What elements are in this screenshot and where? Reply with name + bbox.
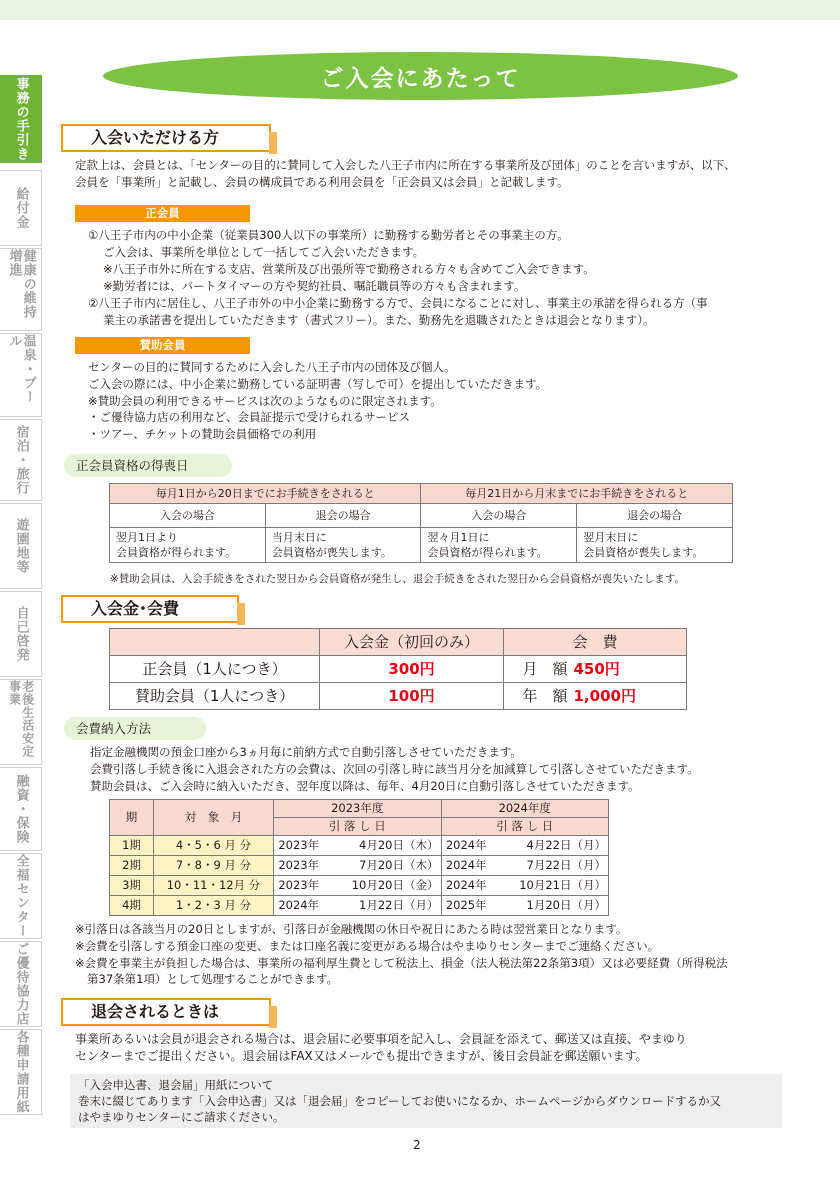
status-cell: 当月末日に 会員資格が喪失します。 bbox=[265, 528, 421, 563]
payment-note-2: ※会費を引落しする預金口座の変更、または口座名義に変更がある場合はやまゆりセンターまでご連絡ください。 bbox=[75, 939, 660, 953]
schedule-year: 2023年 bbox=[274, 856, 324, 876]
schedule-year: 2023年 bbox=[274, 836, 324, 856]
sidebar-label: ご優待協力店 bbox=[13, 942, 29, 1026]
regular-line-2: ご入会は、事業所を単位として一括してご入会いただきます。 bbox=[103, 245, 425, 259]
schedule-period: 2期 bbox=[110, 856, 154, 876]
sidebar-tab-12[interactable] bbox=[0, 1029, 42, 1115]
status-leave-b: 退会の場合 bbox=[577, 504, 733, 528]
schedule-year: 2024年 bbox=[441, 836, 491, 856]
form-note-box bbox=[70, 1074, 782, 1128]
fees-period: 月 額 bbox=[504, 656, 574, 683]
schedule-year: 2025年 bbox=[441, 896, 491, 916]
support-line-3: ※賛助会員の利用できるサービスは次のようなものに限定されます。 bbox=[88, 394, 442, 408]
schedule-months: 10・11・12月 分 bbox=[154, 876, 274, 896]
fees-fee-value: 1,000円 bbox=[574, 683, 687, 710]
sidebar-tab-1[interactable] bbox=[0, 75, 42, 163]
fees-row-label: 正会員（1人につき） bbox=[110, 656, 320, 683]
support-member-tag: 賛助会員 bbox=[75, 337, 250, 354]
fees-fee-value: 450円 bbox=[574, 656, 687, 683]
payment-line-1: 指定金融機関の預金口座から3ヵ月毎に前納方式で自動引落しさせていただきます。 bbox=[90, 745, 522, 759]
withdraw-line-1: 事業所あるいは会員が退会される場合は、退会届に必要事項を記入し、会員証を添えて、郵送又は直接、やまゆり bbox=[75, 1032, 687, 1046]
sidebar-label: 事務の手引き bbox=[13, 77, 29, 161]
schedule-head-2023: 2023年度 bbox=[274, 800, 442, 818]
schedule-head-months: 対 象 月 bbox=[154, 800, 274, 836]
schedule-date: 1月22日（月） bbox=[324, 896, 442, 916]
schedule-head-period: 期 bbox=[110, 800, 154, 836]
section-heading-fees: 入会金･会費 bbox=[61, 595, 239, 623]
sidebar-tab-6[interactable] bbox=[0, 503, 42, 589]
sidebar-label: 温泉・プール bbox=[6, 334, 36, 404]
schedule-head-2024: 2024年度 bbox=[441, 800, 609, 818]
schedule-year: 2023年 bbox=[274, 876, 324, 896]
schedule-year: 2024年 bbox=[441, 876, 491, 896]
sidebar-label: 老後生活安定事業 bbox=[7, 680, 35, 758]
sidebar-label: 各種申請用紙 bbox=[13, 1030, 29, 1114]
status-join-b: 入会の場合 bbox=[421, 504, 577, 528]
payment-note-1: ※引落日は各該当月の20日としますが、引落日が金融機関の休日や祝日にあたる時は翌営業日となります。 bbox=[75, 922, 628, 936]
schedule-period: 4期 bbox=[110, 896, 154, 916]
status-heading: 正会員資格の得喪日 bbox=[64, 454, 232, 477]
status-cell: 翌々月1日に 会員資格が得られます。 bbox=[421, 528, 577, 563]
fees-join-value: 100円 bbox=[320, 683, 504, 710]
fees-period: 年 額 bbox=[504, 683, 574, 710]
fees-join-value: 300円 bbox=[320, 656, 504, 683]
fees-head-fee: 会 費 bbox=[504, 629, 687, 656]
support-line-2: ご入会の際には、中小企業に勤務している証明書（写しで可）を提出していただきます。 bbox=[88, 377, 548, 391]
payment-line-2: 会費引落し手続き後に入退会された方の会費は、次回の引落し時に該当月分を加減算して引落しさせていただきます。 bbox=[90, 762, 699, 776]
page-number: 2 bbox=[413, 1138, 421, 1152]
schedule-date: 4月20日（木） bbox=[324, 836, 442, 856]
regular-line-1: ①八王子市内の中小企業（従業員300人以下の事業所）に勤務する勤労者とその事業主の方。 bbox=[88, 228, 569, 242]
schedule-months: 4・5・6 月 分 bbox=[154, 836, 274, 856]
regular-member-tag: 正会員 bbox=[75, 205, 250, 222]
schedule-year: 2024年 bbox=[274, 896, 324, 916]
schedule-date: 1月20日（月） bbox=[491, 896, 609, 916]
sidebar-tab-5[interactable] bbox=[0, 419, 42, 501]
sidebar-label: 全福センター bbox=[13, 854, 29, 938]
schedule-head-draw: 引 落 し 日 bbox=[274, 818, 442, 836]
form-note-line: 巻末に綴じてあります「入会申込書」又は「退会届」をコピーしてお使いになるか、ホームページからダウンロードするか又 bbox=[78, 1094, 721, 1108]
sidebar-label: 宿泊・旅行 bbox=[13, 425, 29, 495]
status-col-b: 毎月21日から月末までにお手続きをされると bbox=[421, 484, 733, 504]
payment-line-3: 賛助会員は、ご入会時に納入いただき、翌年度以降は、毎年、4月20日に自動引落しさせていただきます。 bbox=[90, 779, 640, 793]
sidebar-label: 健康の維持増進 bbox=[6, 249, 36, 319]
status-join-a: 入会の場合 bbox=[110, 504, 266, 528]
status-cell: 翌月末日に 会員資格が喪失します。 bbox=[577, 528, 733, 563]
form-note-line: はやまゆりセンターにご請求ください。 bbox=[78, 1110, 285, 1124]
support-line-5: ・ツアー、チケットの賛助会員価格での利用 bbox=[88, 427, 317, 441]
payment-note-3: ※会費を事業主が負担した場合は、事業所の福利厚生費として税法上、損金（法人税法第22条第3項）又は必要経費（所得税法 bbox=[75, 956, 728, 970]
schedule-date: 7月20日（木） bbox=[324, 856, 442, 876]
payment-note-4: 第37条第1項）として処理することができます。 bbox=[87, 972, 339, 986]
sidebar-tab-4[interactable] bbox=[0, 333, 42, 417]
schedule-date: 10月20日（金） bbox=[324, 876, 442, 896]
withdraw-line-2: センターまでご提出ください。退会届はFAX又はメールでも提出できますが、後日会員証を郵送願います。 bbox=[75, 1049, 648, 1063]
sidebar-tab-10[interactable] bbox=[0, 853, 42, 939]
regular-line-5: ②八王子市内に居住し、八王子市外の中小企業に勤務する方で、会員になることに対し、事業主の承諾を得られる方（事 bbox=[88, 296, 708, 310]
intro-line-1: 定款上は、会員とは、「センターの目的に賛同して入会した八王子市内に所在する事業所及び団体」のことを言いますが、以下、 bbox=[75, 158, 736, 172]
fees-table bbox=[109, 628, 687, 710]
status-table bbox=[109, 483, 733, 563]
sidebar-label: 融資・保険 bbox=[13, 774, 29, 844]
payment-heading: 会費納入方法 bbox=[64, 717, 206, 740]
top-band bbox=[0, 0, 840, 20]
page-title-banner bbox=[103, 52, 738, 100]
sidebar-label: 自己啓発 bbox=[13, 606, 29, 662]
status-note: ※賛助会員は、入会手続きをされた翌日から会員資格が発生し、退会手続きをされた翌日から会員資格が喪失いたします。 bbox=[110, 573, 685, 585]
schedule-date: 7月22日（月） bbox=[491, 856, 609, 876]
schedule-table bbox=[109, 799, 609, 916]
regular-line-4: ※勤労者には、パートタイマーの方や契約社員、嘱託職員等の方々も含まれます。 bbox=[103, 279, 526, 293]
status-col-a: 毎月1日から20日までにお手続きをされると bbox=[110, 484, 421, 504]
schedule-date: 4月22日（月） bbox=[491, 836, 609, 856]
schedule-period: 1期 bbox=[110, 836, 154, 856]
section-heading-eligibility: 入会いただける方 bbox=[61, 124, 271, 152]
regular-line-6: 業主の承諾書を提出していただきます（書式フリー）。また、勤務先を退職されたときは退会となります）。 bbox=[103, 313, 655, 327]
section-heading-withdraw: 退会されるときは bbox=[61, 998, 271, 1026]
sidebar-label: 給付金 bbox=[13, 187, 29, 229]
sidebar-tab-3[interactable] bbox=[0, 248, 42, 331]
regular-line-3: ※八王子市外に所在する支店、営業所及び出張所等で勤務される方々も含めてご入会できます。 bbox=[103, 262, 595, 276]
schedule-head-draw: 引 落 し 日 bbox=[441, 818, 609, 836]
fees-row-label: 賛助会員（1人につき） bbox=[110, 683, 320, 710]
page-title: ご入会にあたって bbox=[320, 65, 521, 92]
schedule-months: 1・2・3 月 分 bbox=[154, 896, 274, 916]
form-note-line: 「入会申込書、退会届」用紙について bbox=[78, 1078, 274, 1092]
status-cell: 翌月1日より 会員資格が得られます。 bbox=[110, 528, 266, 563]
schedule-period: 3期 bbox=[110, 876, 154, 896]
sidebar-tab-11[interactable] bbox=[0, 941, 42, 1027]
intro-line-2: 会員を「事業所」と記載し、会員の構成員である利用会員を「正会員又は会員」と記載します。 bbox=[75, 175, 569, 189]
sidebar-tab-7[interactable] bbox=[0, 591, 42, 677]
support-line-4: ・ご優待協力店の利用など、会員証提示で受けられるサービス bbox=[88, 410, 410, 424]
fees-head-join: 入会金（初回のみ） bbox=[320, 629, 504, 656]
sidebar-tab-8[interactable] bbox=[0, 679, 42, 765]
sidebar-tab-2[interactable] bbox=[0, 170, 42, 246]
sidebar-label: 遊園地等 bbox=[13, 518, 29, 574]
support-line-1: センターの目的に賛同するために入会した八王子市内の団体及び個人。 bbox=[88, 360, 456, 374]
schedule-year: 2024年 bbox=[441, 856, 491, 876]
schedule-months: 7・8・9 月 分 bbox=[154, 856, 274, 876]
status-leave-a: 退会の場合 bbox=[265, 504, 421, 528]
sidebar-tab-9[interactable] bbox=[0, 767, 42, 851]
fees-corner bbox=[110, 629, 320, 656]
schedule-date: 10月21日（月） bbox=[491, 876, 609, 896]
